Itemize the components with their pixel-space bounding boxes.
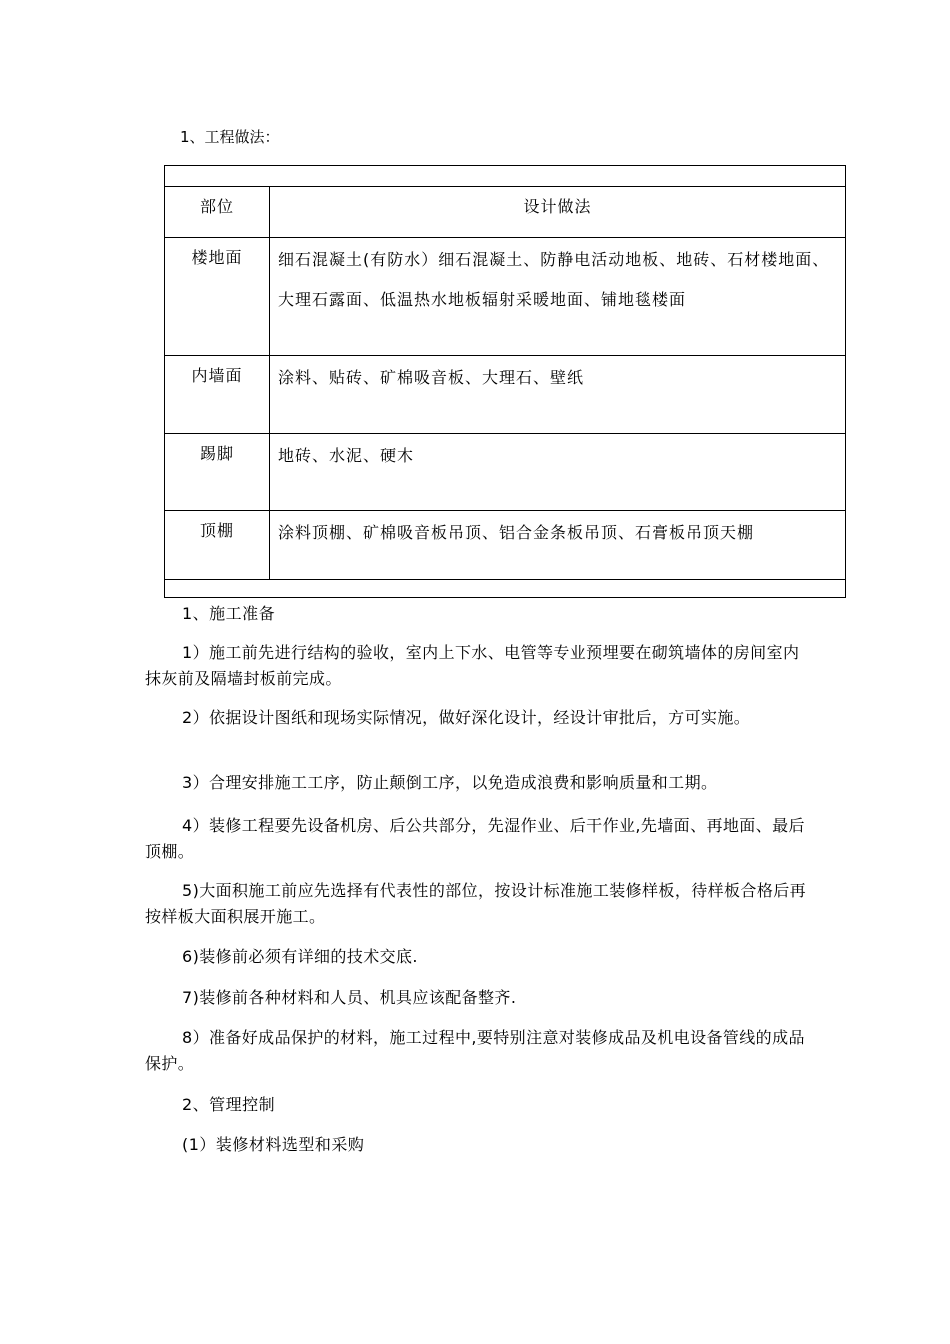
prep-item [145,640,815,692]
prep-item [145,705,815,731]
prep-item-text: 7)装修前各种材料和人员、机具应该配备整齐. [182,988,517,1007]
header-part: 部位 [165,187,270,238]
row-part: 顶棚 [165,511,270,580]
row-method: 涂料、贴砖、矿棉吸音板、大理石、壁纸 [270,356,846,434]
row-part: 内墙面 [165,356,270,434]
row-method: 细石混凝土(有防水）细石混凝土、防静电活动地板、地砖、石材楼地面、大理石露面、低温热水地板辐射采暖地面、铺地毯楼面 [270,238,846,356]
prep-item-text: 1）施工前先进行结构的验收，室内上下水、电管等专业预埋要在砌筑墙体的房间室内抹灰前及隔墙封板前完成。 [145,643,800,688]
prep-item [145,1025,815,1077]
prep-item-text: 4）装修工程要先设备机房、后公共部分，先湿作业、后干作业,先墙面、再地面、最后顶棚。 [145,816,805,861]
row-method: 涂料顶棚、矿棉吸音板吊顶、铝合金条板吊顶、石膏板吊顶天棚 [270,511,846,580]
prep-item-text: 3）合理安排施工工序，防止颠倒工序，以免造成浪费和影响质量和工期。 [182,773,718,792]
row-part: 楼地面 [165,238,270,356]
row-method: 地砖、水泥、硬木 [270,434,846,511]
prep-item [145,878,815,930]
control-subheading: (1）装修材料选型和采购 [182,1135,365,1154]
prep-item-text: 8）准备好成品保护的材料，施工过程中,要特别注意对装修成品及机电设备管线的成品保护。 [145,1028,805,1073]
prep-item [145,770,815,796]
prep-item [145,985,815,1011]
table-row [165,434,846,511]
prep-item-text: 5)大面积施工前应先选择有代表性的部位，按设计标准施工装修样板，待样板合格后再按样板大面积展开施工。 [145,881,807,926]
table-row [165,356,846,434]
prep-item [145,944,815,970]
section-title: 1、工程做法： [180,128,280,146]
row-part: 踢脚 [165,434,270,511]
table-row [165,238,846,356]
prep-item-text: 6)装修前必须有详细的技术交底. [182,947,418,966]
prep-heading: 1、施工准备 [182,604,276,623]
header-method: 设计做法 [270,187,846,238]
table-row [165,511,846,580]
construction-method-table [164,186,846,580]
prep-item [145,813,815,865]
table-header-row [165,187,846,238]
control-heading: 2、管理控制 [182,1095,276,1114]
prep-item-text: 2）依据设计图纸和现场实际情况，做好深化设计，经设计审批后，方可实施。 [182,708,751,727]
